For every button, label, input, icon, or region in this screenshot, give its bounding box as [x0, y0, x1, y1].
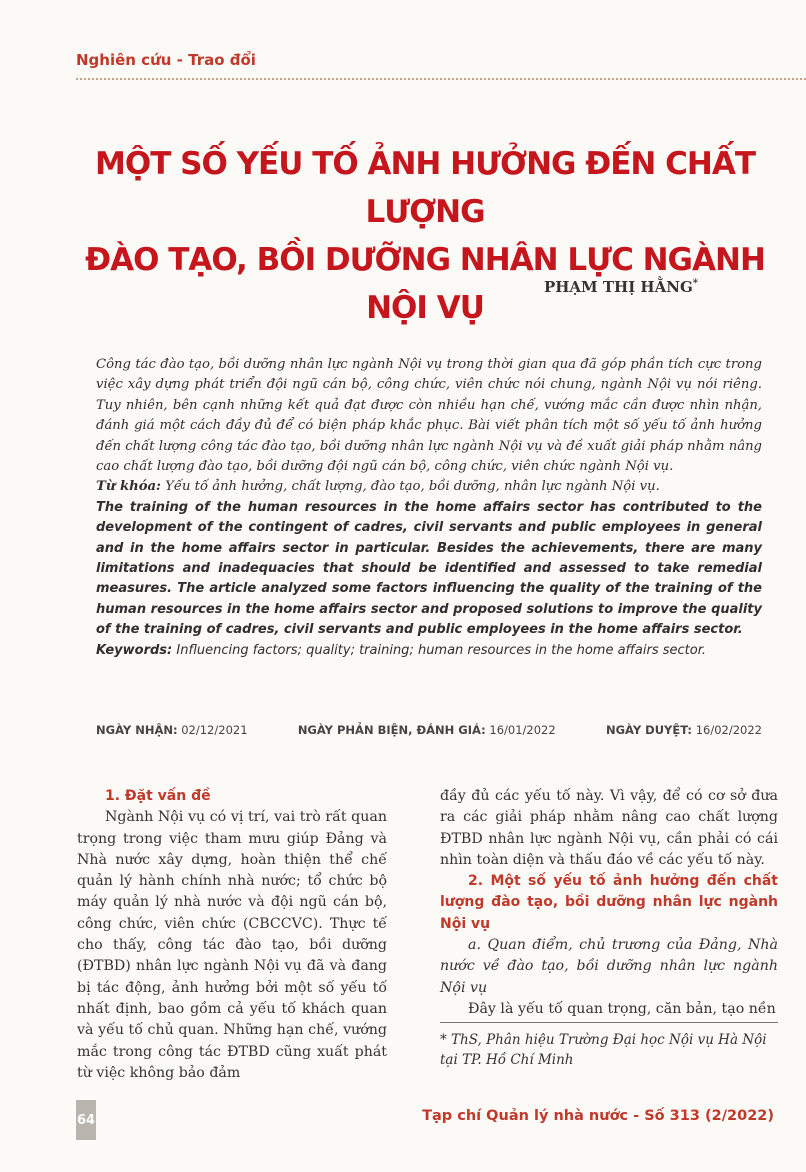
- title-line-2: ĐÀO TẠO, BỒI DƯỠNG NHÂN LỰC NGÀNH NỘI VỤ: [85, 242, 765, 326]
- author-footnote-mark: *: [692, 278, 698, 289]
- abstract-en: The training of the human resources in the home affairs sector has contributed to the development of the contingent of cadres, civil servants and public employees in general and in the home affairs sector in particular. Besides the achievements, there are many limitations and inadequacies that should be identified and assessed to take remedial measures. The article analyzed some factors influencing the quality of the training of the human resources in the home affairs sector and proposed solutions to improve the quality of the training of cadres, civil servants and public employees in the home affairs sector.: [96, 499, 762, 638]
- page-number: 64: [76, 1100, 96, 1140]
- author-text: PHẠM THỊ HẰNG: [543, 278, 693, 296]
- article-title: [60, 140, 790, 332]
- paragraph-1: Ngành Nội vụ có vị trí, vai trò rất quan trọng trong việc tham mưu giúp Đảng và Nhà nước xây dựng, hoàn thiện thể chế quản lý hành chính nhà nước; tổ chức bộ máy quản lý nhà nước và đội ngũ cán bộ, công chức, viên chức (CBCCVC). Thực tế cho thấy, công tác đào tạo, bồi dưỡng (ĐTBD) nhân lực ngành Nội vụ đã và đang bị tác động, ảnh hưởng bởi một số yếu tố nhất định, bao gồm cả yếu tố khách quan và yếu tố chủ quan. Những hạn chế, vướng mắc trong công tác ĐTBD cũng xuất phát từ việc không bảo đảm: [77, 809, 387, 1081]
- keywords-en-label: Keywords:: [96, 642, 173, 658]
- heading-2: 2. Một số yếu tố ảnh hưởng đến chất lượng đào tạo, bồi dưỡng nhân lực ngành Nội vụ: [440, 873, 778, 932]
- abstract: [96, 355, 762, 661]
- paragraph-2: đầy đủ các yếu tố này. Vì vậy, để có cơ sở đưa ra các giải pháp nhằm nâng cao chất lượng ĐTBD nhân lực ngành Nội vụ, cần phải có cái nhìn toàn diện và thấu đáo về các yếu tố này.: [440, 788, 778, 868]
- date-received-label: NGÀY NHẬN:: [96, 723, 178, 737]
- date-received-value: 02/12/2021: [181, 723, 248, 737]
- date-approved-label: NGÀY DUYỆT:: [605, 723, 693, 737]
- keywords-en-text: Influencing factors; quality; training; human resources in the home affairs sector.: [176, 642, 707, 658]
- date-review-value: 16/01/2022: [489, 723, 556, 737]
- footnote: * ThS, Phân hiệu Trường Đại học Nội vụ Hà Nội tại TP. Hồ Chí Minh: [440, 1032, 767, 1068]
- keywords-vi-label: Từ khóa:: [96, 479, 161, 495]
- author-name: [544, 278, 698, 296]
- date-received: [96, 723, 248, 737]
- footnote-divider: [440, 1022, 778, 1023]
- article-dates: [96, 723, 762, 737]
- section-label: Nghiên cứu - Trao đổi: [76, 51, 256, 69]
- subheading-a: a. Quan điểm, chủ trương của Đảng, Nhà nước về đào tạo, bồi dưỡng nhân lực ngành Nội vụ: [440, 937, 778, 996]
- date-approved-value: 16/02/2022: [695, 723, 762, 737]
- heading-1: 1. Đặt vấn đề: [105, 788, 211, 804]
- header-divider: [76, 78, 806, 80]
- paragraph-3: Đây là yếu tố quan trọng, căn bản, tạo nền: [468, 1000, 776, 1017]
- abstract-vi: Công tác đào tạo, bồi dưỡng nhân lực ngành Nội vụ trong thời gian qua đã góp phần tích cực trong việc xây dựng phát triển đội ngũ cán bộ, công chức, viên chức nói chung, ngành Nội vụ nói riêng. Tuy nhiên, bên cạnh những kết quả đạt được còn nhiều hạn chế, vướng mắc cần được nhìn nhận, đánh giá một cách đầy đủ để có biện pháp khắc phục. Bài viết phân tích một số yếu tố ảnh hưởng đến chất lượng công tác đào tạo, bồi dưỡng nhân lực ngành Nội vụ và đề xuất giải pháp nhằm nâng cao chất lượng đào tạo, bồi dưỡng đội ngũ cán bộ, công chức, viên chức ngành Nội vụ.: [96, 357, 762, 475]
- date-review-label: NGÀY PHẢN BIỆN, ĐÁNH GIÁ:: [297, 723, 486, 737]
- keywords-vi-text: Yếu tố ảnh hưởng, chất lượng, đào tạo, bồi dưỡng, nhân lực ngành Nội vụ.: [165, 479, 660, 495]
- journal-footer: Tạp chí Quản lý nhà nước - Số 313 (2/2022): [422, 1108, 774, 1124]
- date-review: [298, 723, 556, 737]
- date-approved: [606, 723, 762, 737]
- body-column-right: [440, 786, 778, 1020]
- keywords-en: [96, 641, 762, 661]
- body-column-left: [77, 786, 387, 1084]
- title-line-1: MỘT SỐ YẾU TỐ ẢNH HƯỞNG ĐẾN CHẤT LƯỢNG: [95, 146, 755, 230]
- keywords-vi: [96, 477, 762, 497]
